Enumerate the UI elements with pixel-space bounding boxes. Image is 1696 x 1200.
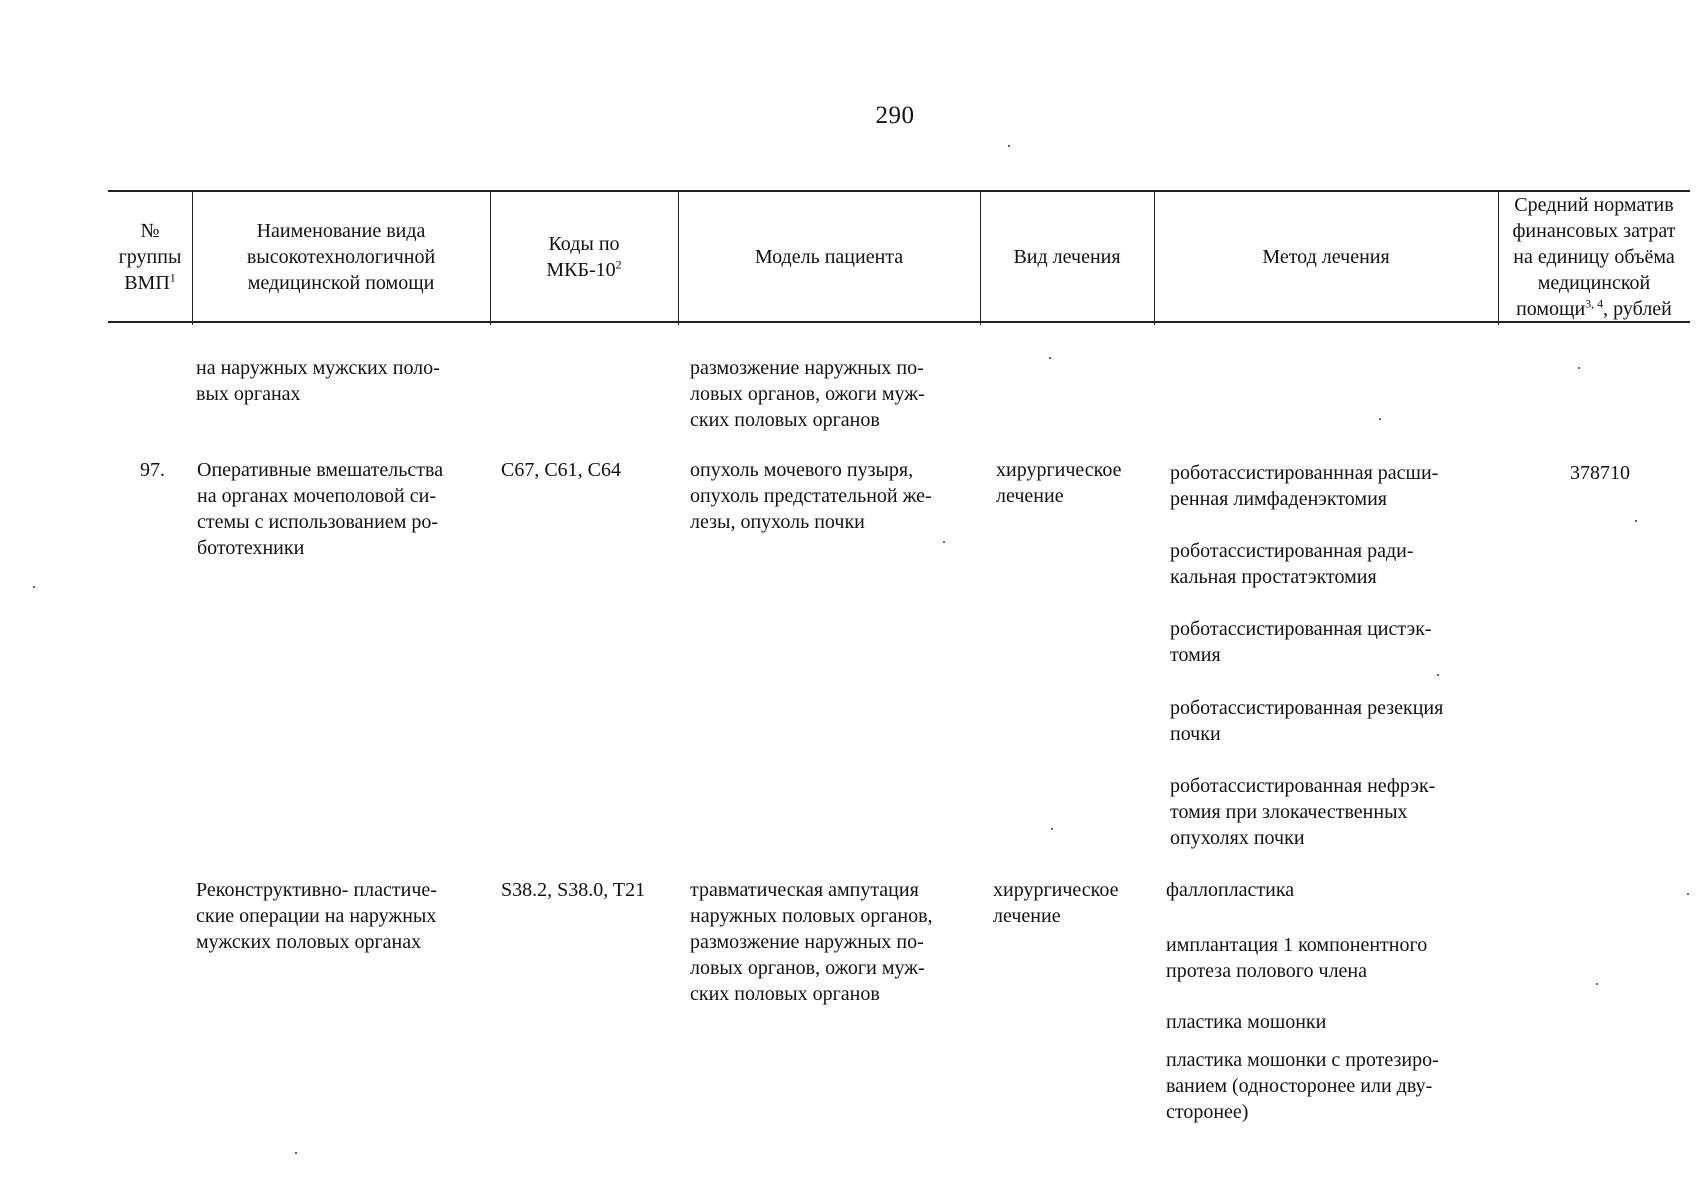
recon-patient-model: травматическая ампутация наружных половых органов, размозжение наружных по- ловых органов, ожоги муж- ских половых органов (690, 879, 933, 1005)
g97-method-1: роботассистированнная расши- ренная лимфаденэктомия (1170, 462, 1439, 510)
scan-speck (1379, 418, 1381, 420)
g97-method-3: роботассистированная цистэк- томия (1170, 618, 1432, 666)
scan-speck (1596, 983, 1598, 985)
cont-care-name: на наружных мужских поло- вых органах (196, 357, 440, 405)
scan-speck (33, 586, 35, 588)
header-cost-text: Средний норматив финансовых затрат на единицу объёма медицинской помощи (1512, 193, 1676, 320)
page-number: 290 (875, 102, 915, 129)
scan-speck (1049, 357, 1051, 359)
header-cost-unit: , рублей (1603, 297, 1672, 320)
g97-treatment-type: хирургическое лечение (996, 459, 1122, 507)
header-treatment-type: Вид лечения (1013, 245, 1121, 268)
recon-method-2: имплантация 1 компонентного протеза полового члена (1166, 934, 1428, 982)
recon-icd-codes: S38.2, S38.0, T21 (501, 879, 646, 901)
recon-method-3: пластика мошонки (1166, 1011, 1327, 1033)
cont-patient-model: размозжение наружных по- ловых органов, ожоги муж- ских половых органов (690, 357, 925, 431)
scan-speck (1635, 520, 1637, 522)
g97-icd-codes: C67, C61, C64 (501, 459, 622, 481)
scan-speck (295, 1152, 297, 1154)
g97-care-name: Оперативные вмешательства на органах мочеполовой си- стемы с использованием ро- бототехники (197, 459, 444, 559)
scan-speck (1051, 828, 1053, 830)
g97-method-5: роботассистированная нефрэк- томия при злокачественных опухолях почки (1170, 775, 1436, 849)
g97-cost: 378710 (1570, 462, 1630, 484)
recon-method-4: пластика мошонки с протезиро- ванием (односторонее или дву- сторонее) (1166, 1049, 1439, 1123)
footnote-mark: 1 (169, 269, 176, 284)
footnote-mark: 3, 4 (1585, 295, 1604, 310)
header-care-name: Наименование вида высокотехнологичной медицинской помощи (246, 219, 436, 294)
g97-patient-model: опухоль мочевого пузыря, опухоль предстательной же- лезы, опухоль почки (690, 459, 932, 533)
header-group-number (108, 190, 192, 323)
scan-speck (1437, 674, 1439, 676)
scan-speck (1687, 893, 1689, 895)
header-codes-text: Коды по МКБ-10 (546, 232, 620, 281)
group-number: 97. (140, 459, 165, 481)
header-treatment-method: Метод лечения (1262, 245, 1390, 268)
recon-treatment-type: хирургическое лечение (993, 879, 1119, 927)
recon-method-1: фаллопластика (1166, 879, 1295, 901)
g97-method-2: роботассистированная ради- кальная простатэктомия (1170, 540, 1414, 588)
footnote-mark: 2 (615, 256, 622, 271)
header-patient-model: Модель пациента (754, 245, 904, 268)
recon-care-name: Реконструктивно- пластиче- ские операции на наружных мужских половых органах (196, 879, 437, 953)
header-group-text: № группы ВМП (118, 219, 182, 294)
scan-speck (943, 541, 945, 543)
scan-speck (1008, 145, 1010, 147)
table-header (108, 190, 1690, 327)
header-icd-codes (490, 190, 678, 323)
header-cost-norm (1498, 190, 1690, 323)
g97-method-4: роботассистированная резекция почки (1170, 697, 1444, 745)
scan-speck (1578, 367, 1580, 369)
